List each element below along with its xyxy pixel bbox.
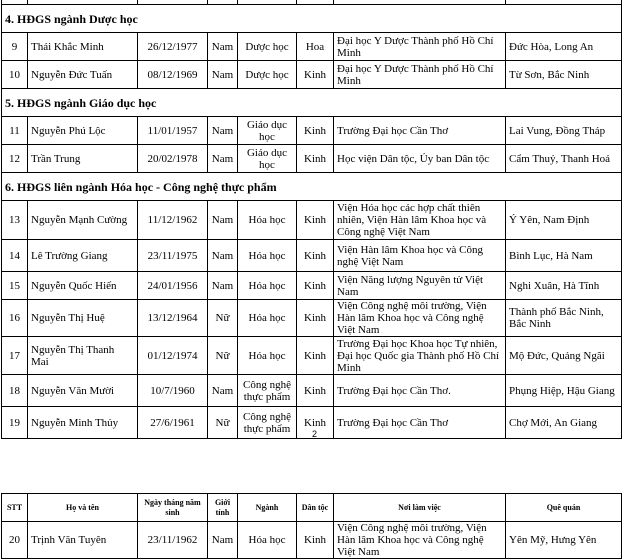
work-cell: Trường Đại học Cần Thơ bbox=[334, 407, 506, 439]
table-row bbox=[2, 375, 622, 407]
ethnic-cell: Kinh bbox=[297, 272, 334, 300]
stt-cell: 18 bbox=[2, 375, 28, 407]
header-ethnic: Dân tộc bbox=[297, 494, 334, 522]
dob-cell: 24/01/1956 bbox=[138, 272, 208, 300]
section-heading: 4. HĐGS ngành Dược học bbox=[2, 5, 622, 33]
dob-cell: 20/02/1978 bbox=[138, 145, 208, 173]
ethnic-cell: Kinh bbox=[297, 61, 334, 89]
ethnic-cell: Kinh bbox=[297, 240, 334, 272]
home-cell: Từ Sơn, Bắc Ninh bbox=[506, 61, 622, 89]
field-cell: Công nghệ thực phẩm bbox=[238, 375, 297, 407]
field-cell: Hóa học bbox=[238, 240, 297, 272]
field-cell: Hóa học bbox=[238, 300, 297, 337]
header-stt: STT bbox=[2, 494, 28, 522]
sex-cell: Nam bbox=[208, 201, 238, 240]
home-cell: Phụng Hiệp, Hậu Giang bbox=[506, 375, 622, 407]
name-cell: Lê Trường Giang bbox=[28, 240, 138, 272]
sex-cell: Nam bbox=[208, 375, 238, 407]
home-cell: Chợ Mới, An Giang bbox=[506, 407, 622, 439]
sex-cell: Nữ bbox=[208, 300, 238, 337]
stt-cell: 10 bbox=[2, 61, 28, 89]
table-row bbox=[2, 240, 622, 272]
sex-cell: Nam bbox=[208, 240, 238, 272]
field-cell: Công nghệ thực phẩm bbox=[238, 407, 297, 439]
header-dob: Ngày tháng năm sinh bbox=[138, 494, 208, 522]
home-cell: Mộ Đức, Quảng Ngãi bbox=[506, 337, 622, 375]
work-cell: Đại học Y Dược Thành phố Hồ Chí Minh bbox=[334, 61, 506, 89]
field-cell: Dược học bbox=[238, 33, 297, 61]
home-cell: Lai Vung, Đồng Tháp bbox=[506, 117, 622, 145]
dob-cell: 10/7/1960 bbox=[138, 375, 208, 407]
candidates-table-top bbox=[1, 0, 622, 439]
name-cell: Nguyễn Thị Thanh Mai bbox=[28, 337, 138, 375]
field-cell: Hóa học bbox=[238, 337, 297, 375]
table-row bbox=[2, 117, 622, 145]
ethnic-cell: Kinh bbox=[297, 522, 334, 559]
dob-cell: 11/01/1957 bbox=[138, 117, 208, 145]
field-cell: Giáo dục học bbox=[238, 117, 297, 145]
home-cell: Yên Mỹ, Hưng Yên bbox=[506, 522, 622, 559]
page-number: 2 bbox=[311, 429, 317, 439]
work-cell: Trường Đại học Cần Thơ. bbox=[334, 375, 506, 407]
table-row bbox=[2, 337, 622, 375]
name-cell: Nguyễn Minh Thủy bbox=[28, 407, 138, 439]
name-cell: Thái Khắc Minh bbox=[28, 33, 138, 61]
ethnic-cell: Kinh bbox=[297, 201, 334, 240]
sex-cell: Nam bbox=[208, 117, 238, 145]
table-header-row bbox=[2, 494, 622, 522]
sex-cell: Nam bbox=[208, 272, 238, 300]
home-cell: Nghi Xuân, Hà Tĩnh bbox=[506, 272, 622, 300]
header-sex: Giới tính bbox=[208, 494, 238, 522]
work-cell: Trường Đại học Khoa học Tự nhiên, Đại học Quốc gia Thành phố Hồ Chí Minh bbox=[334, 337, 506, 375]
name-cell: Nguyễn Văn Mười bbox=[28, 375, 138, 407]
ethnic-cell: Kinh bbox=[297, 375, 334, 407]
table-row bbox=[2, 33, 622, 61]
dob-cell: 23/11/1975 bbox=[138, 240, 208, 272]
home-cell: Đức Hòa, Long An bbox=[506, 33, 622, 61]
ethnic-cell: Kinh bbox=[297, 117, 334, 145]
table-row bbox=[2, 522, 622, 559]
name-cell: Nguyễn Đức Tuấn bbox=[28, 61, 138, 89]
dob-cell: 27/6/1961 bbox=[138, 407, 208, 439]
field-cell: Dược học bbox=[238, 61, 297, 89]
stt-cell: 13 bbox=[2, 201, 28, 240]
name-cell: Trịnh Văn Tuyên bbox=[28, 522, 138, 559]
sex-cell: Nam bbox=[208, 145, 238, 173]
work-cell: Viện Công nghệ môi trường, Viện Hàn lâm Khoa học và Công nghệ Việt Nam bbox=[334, 522, 506, 559]
field-cell: Hóa học bbox=[238, 522, 297, 559]
work-cell: Viện Năng lượng Nguyên tử Việt Nam bbox=[334, 272, 506, 300]
sex-cell: Nam bbox=[208, 33, 238, 61]
name-cell: Nguyễn Thị Huệ bbox=[28, 300, 138, 337]
ethnic-cell: Kinh bbox=[297, 145, 334, 173]
dob-cell: 11/12/1962 bbox=[138, 201, 208, 240]
home-cell: Cẩm Thuỷ, Thanh Hoá bbox=[506, 145, 622, 173]
header-home: Quê quán bbox=[506, 494, 622, 522]
work-cell: Viện Hóa học các hợp chất thiên nhiên, Viện Hàn lâm Khoa học và Công nghệ Việt Nam bbox=[334, 201, 506, 240]
stt-cell: 11 bbox=[2, 117, 28, 145]
header-name: Họ và tên bbox=[28, 494, 138, 522]
section-heading: 5. HĐGS ngành Giáo dục học bbox=[2, 89, 622, 117]
table-row bbox=[2, 61, 622, 89]
dob-cell: 08/12/1969 bbox=[138, 61, 208, 89]
stt-cell: 17 bbox=[2, 337, 28, 375]
header-work: Nơi làm việc bbox=[334, 494, 506, 522]
stt-cell: 20 bbox=[2, 522, 28, 559]
sex-cell: Nam bbox=[208, 522, 238, 559]
home-cell: Bình Lục, Hà Nam bbox=[506, 240, 622, 272]
dob-cell: 01/12/1974 bbox=[138, 337, 208, 375]
name-cell: Nguyễn Phú Lộc bbox=[28, 117, 138, 145]
table-row bbox=[2, 145, 622, 173]
table-row bbox=[2, 300, 622, 337]
stt-cell: 9 bbox=[2, 33, 28, 61]
ethnic-cell: Kinh bbox=[297, 407, 334, 439]
name-cell: Trần Trung bbox=[28, 145, 138, 173]
sex-cell: Nam bbox=[208, 61, 238, 89]
dob-cell: 23/11/1962 bbox=[138, 522, 208, 559]
ethnic-cell: Hoa bbox=[297, 33, 334, 61]
stt-cell: 19 bbox=[2, 407, 28, 439]
table-row bbox=[2, 272, 622, 300]
work-cell: Trường Đại học Cần Thơ bbox=[334, 117, 506, 145]
work-cell: Viện Công nghệ môi trường, Viện Hàn lâm Khoa học và Công nghệ Việt Nam bbox=[334, 300, 506, 337]
header-field: Ngành bbox=[238, 494, 297, 522]
dob-cell: 13/12/1964 bbox=[138, 300, 208, 337]
candidates-table-continued bbox=[1, 493, 622, 559]
field-cell: Giáo dục học bbox=[238, 145, 297, 173]
section-heading: 6. HĐGS liên ngành Hóa học - Công nghệ thực phẩm bbox=[2, 173, 622, 201]
home-cell: Ý Yên, Nam Định bbox=[506, 201, 622, 240]
stt-cell: 12 bbox=[2, 145, 28, 173]
field-cell: Hóa học bbox=[238, 201, 297, 240]
field-cell: Hóa học bbox=[238, 272, 297, 300]
ethnic-cell: Kinh bbox=[297, 300, 334, 337]
sex-cell: Nữ bbox=[208, 407, 238, 439]
sex-cell: Nữ bbox=[208, 337, 238, 375]
dob-cell: 26/12/1977 bbox=[138, 33, 208, 61]
name-cell: Nguyễn Quốc Hiến bbox=[28, 272, 138, 300]
ethnic-cell: Kinh bbox=[297, 337, 334, 375]
work-cell: Đại học Y Dược Thành phố Hồ Chí Minh bbox=[334, 33, 506, 61]
stt-cell: 14 bbox=[2, 240, 28, 272]
work-cell: Viện Hàn lâm Khoa học và Công nghệ Việt Nam bbox=[334, 240, 506, 272]
name-cell: Nguyễn Mạnh Cường bbox=[28, 201, 138, 240]
table-row bbox=[2, 201, 622, 240]
work-cell: Học viện Dân tộc, Ủy ban Dân tộc bbox=[334, 145, 506, 173]
stt-cell: 15 bbox=[2, 272, 28, 300]
stt-cell: 16 bbox=[2, 300, 28, 337]
home-cell: Thành phố Bắc Ninh, Bắc Ninh bbox=[506, 300, 622, 337]
